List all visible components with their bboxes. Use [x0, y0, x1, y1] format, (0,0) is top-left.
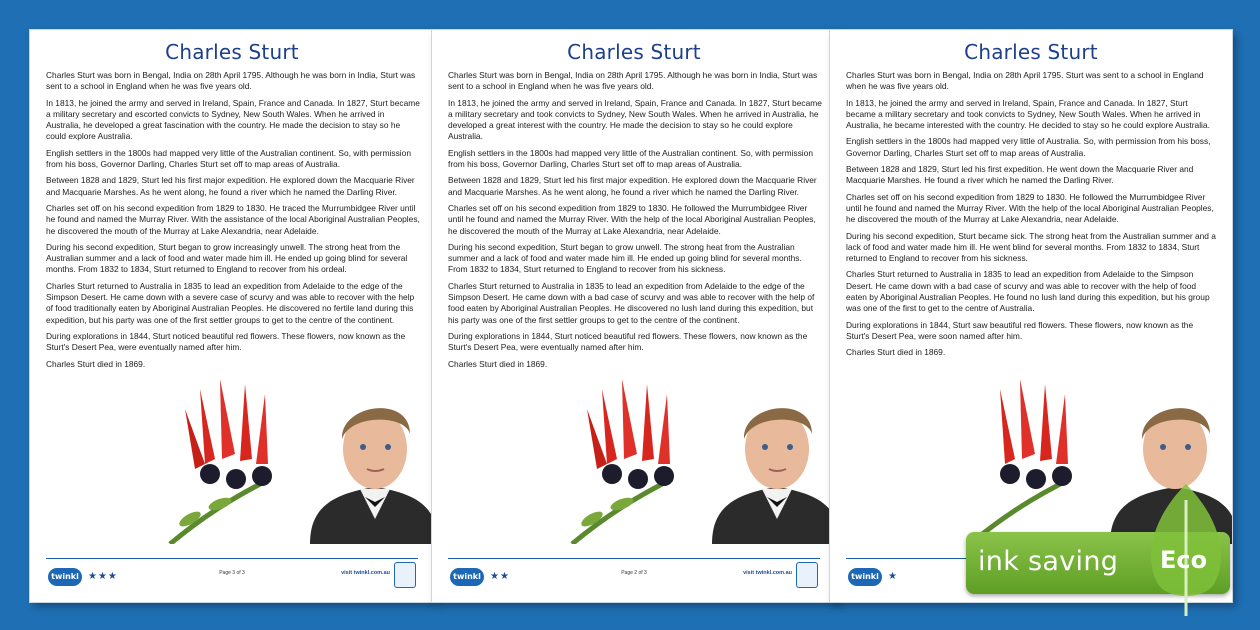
site-link: visit twinkl.com.au — [341, 570, 390, 576]
page-title: Charles Sturt — [567, 40, 701, 64]
sturt-portrait-illustration — [160, 369, 434, 544]
desert-pea-flower-icon — [170, 379, 272, 544]
quality-badge-icon — [394, 562, 416, 588]
ink-saving-label: ink saving — [978, 546, 1119, 577]
worksheet-page-medium — [432, 30, 836, 602]
paragraph: Between 1828 and 1829, Sturt led his first major expedition. He explored down the Macquarie River and Macquarie Marshes. As he went along, he found a river which he named the Darling River. — [46, 175, 415, 197]
page-body — [830, 70, 1232, 359]
paragraph: In 1813, he joined the army and served in Ireland, Spain, France and Canada. In 1827, Sturt became a military secretary and took convicts to Sydney, New South Wales. When he arrived in Australia, he became interested with the country. He decided to stay so he could explore Australia. — [846, 97, 1210, 131]
paragraph: Charles set off on his second expedition from 1829 to 1830. He followed the Murrumbidgee River until he found and named the Murray River. With the help of the local Aboriginal Australian Peoples, he discovered the mouth of the Murray at Lake Alexandria, near Adelaide. — [448, 202, 816, 236]
paragraph: During explorations in 1844, Sturt noticed beautiful red flowers. These flowers, now known as the Sturt's Desert Pea, were eventually named after him. — [46, 330, 406, 353]
paragraph: During explorations in 1844, Sturt saw beautiful red flowers. These flowers, now known as the Sturt's Desert Pea, were soon named after him. — [846, 319, 1194, 341]
page-title: Charles Sturt — [165, 40, 299, 64]
page-number: Page 3 of 3 — [219, 570, 245, 576]
paragraph: Charles Sturt was born in Bengal, India on 28th April 1795. Sturt was sent to a school in England when he was five years old. — [846, 70, 1204, 92]
paragraph: During his second expedition, Sturt began to grow unwell. The strong heat from the Australian summer and a lack of food and water made him ill. He ended up going blind for several months. From 1832 to 1834, Sturt returned to England to recover from his sickness. — [448, 241, 802, 275]
sturt-portrait-illustration — [562, 369, 836, 544]
twinkl-logo: twinkl — [450, 568, 484, 586]
difficulty-stars: ★★★ — [88, 571, 118, 582]
desert-pea-flower-icon — [572, 379, 674, 544]
difficulty-stars: ★★ — [490, 571, 510, 582]
paragraph: In 1813, he joined the army and served in Ireland, Spain, France and Canada. In 1827, Sturt became a military secretary and escorted convicts to Sydney, New South Wales. When he arrived in Australia, he developed a great fascination with the country. He made the decision to stay so he could explore Australia. — [46, 97, 420, 142]
footer-divider — [46, 558, 418, 559]
eco-label: Eco — [1160, 546, 1208, 574]
paragraph: English settlers in the 1800s had mapped very little of the Australian continent. So, with permission from his boss, Governor Darling, Charles Sturt set off to map areas of Australia. — [448, 147, 813, 170]
paragraph: During explorations in 1844, Sturt noticed beautiful red flowers. These flowers, now known as the Sturt's Desert Pea, were eventually named after him. — [448, 330, 808, 353]
twinkl-logo: twinkl — [48, 568, 82, 586]
paragraph: Charles Sturt died in 1869. — [846, 347, 946, 358]
worksheet-page-hardest — [30, 30, 434, 602]
paragraph: During his second expedition, Sturt began to grow increasingly unwell. The strong heat from the Australian summer and a lack of food and water made him ill. He ended up going blind for several months. From 1832 to 1834, Sturt returned to England to recover from his ordeal. — [46, 241, 408, 275]
quality-badge-icon — [796, 562, 818, 588]
paragraph: Charles Sturt died in 1869. — [448, 358, 548, 369]
paragraph: English settlers in the 1800s had mapped very little of the Australian continent. So, with permission from his boss, Governor Darling, Charles Sturt set off to map areas of Australia. — [46, 147, 411, 170]
paragraph: Charles Sturt returned to Australia in 1835 to lead an expedition from Adelaide to the edge of the Simpson Desert. He came down with a severe case of scurvy and was able to recover with the help of food traditionally eaten by Aboriginal Australian Peoples. He discovered no fertile land during this expedition, but his party was one of the first settler groups to get to the centre of the continent. — [46, 280, 415, 325]
paragraph: Charles set off on his second expedition from 1829 to 1830. He traced the Murrumbidgee River until he found and named the Murray River. With the assistance of the local Aboriginal Australian Peoples, he discovered the mouth of the Murray at Lake Alexandria, near Adelaide. — [46, 202, 420, 236]
paragraph: Charles Sturt was born in Bengal, India on 28th April 1795. Although he was born in India, Sturt was sent to a school in England when he was five years old. — [46, 70, 416, 92]
charles-sturt-portrait — [310, 408, 434, 544]
page-footer — [30, 554, 434, 602]
page-body — [432, 70, 836, 370]
difficulty-stars: ★ — [888, 571, 898, 582]
paragraph: During his second expedition, Sturt became sick. The strong heat from the Australian summer and a lack of food and water made him ill. He went blind for several months. From 1832 to 1834, Sturt returned to England to recover from his sickness. — [846, 230, 1216, 264]
desert-pea-flower-icon — [970, 379, 1072, 544]
paragraph: Charles Sturt returned to Australia in 1835 to lead an expedition from Adelaide to the edge of the Simpson Desert. He came down with a bad case of scurvy and was able to recover with the help of food eaten by Aboriginal Australian Peoples. He discovered no lush land during this expedition, but his party was one of the first settler groups to get to the centre of the continent. — [448, 280, 815, 325]
site-link: visit twinkl.com.au — [743, 570, 792, 576]
paragraph: Between 1828 and 1829, Sturt led his first major expedition. He explored down the Macquarie River and Macquarie Marshes. As he went along, he found a river which he named the Darling River. — [448, 175, 817, 197]
footer-divider — [448, 558, 820, 559]
paragraph: Charles Sturt returned to Australia in 1835 to lead an expedition from Adelaide to the Simpson Desert. He came down with a bad case of scurvy and was able to recover with the help of food eaten by Aboriginal Australian Peoples. He found no lush land during this expedition, but his group was one of the first to get to the centre of Australia. — [846, 269, 1210, 314]
paragraph: Charles set off on his second expedition from 1829 to 1830. He followed the Murrumbidgee River until he found and named the Murray River. With the help of the local Aboriginal Australian Peoples, he discovered the mouth of the Murray at Lake Alexandria, near Adelaide. — [846, 191, 1214, 225]
twinkl-logo: twinkl — [848, 568, 882, 586]
page-footer — [432, 554, 836, 602]
page-body — [30, 70, 434, 370]
charles-sturt-portrait — [712, 408, 836, 544]
paragraph: Charles Sturt died in 1869. — [46, 358, 146, 369]
paragraph: English settlers in the 1800s had mapped very little of Australia. So, with permission from his boss, Governor Darling, Charles Sturt set off to map areas of Australia. — [846, 136, 1211, 158]
paragraph: Between 1828 and 1829, Sturt led his first expedition. He went down the Macquarie River and Macquarie Marshes. He found a river which he named the Darling River. — [846, 164, 1194, 186]
paragraph: Charles Sturt was born in Bengal, India on 28th April 1795. Although he was born in India, Sturt was sent to a school in England when he was five years old. — [448, 70, 818, 92]
paragraph: In 1813, he joined the army and served in Ireland, Spain, France and Canada. In 1827, Sturt became a military secretary and took convicts to Sydney, New South Wales. When he arrived in Australia, he developed a great interest with the country. He made the decision to stay so he could explore Australia. — [448, 97, 822, 142]
page-number: Page 2 of 3 — [621, 570, 647, 576]
page-title: Charles Sturt — [964, 40, 1098, 64]
